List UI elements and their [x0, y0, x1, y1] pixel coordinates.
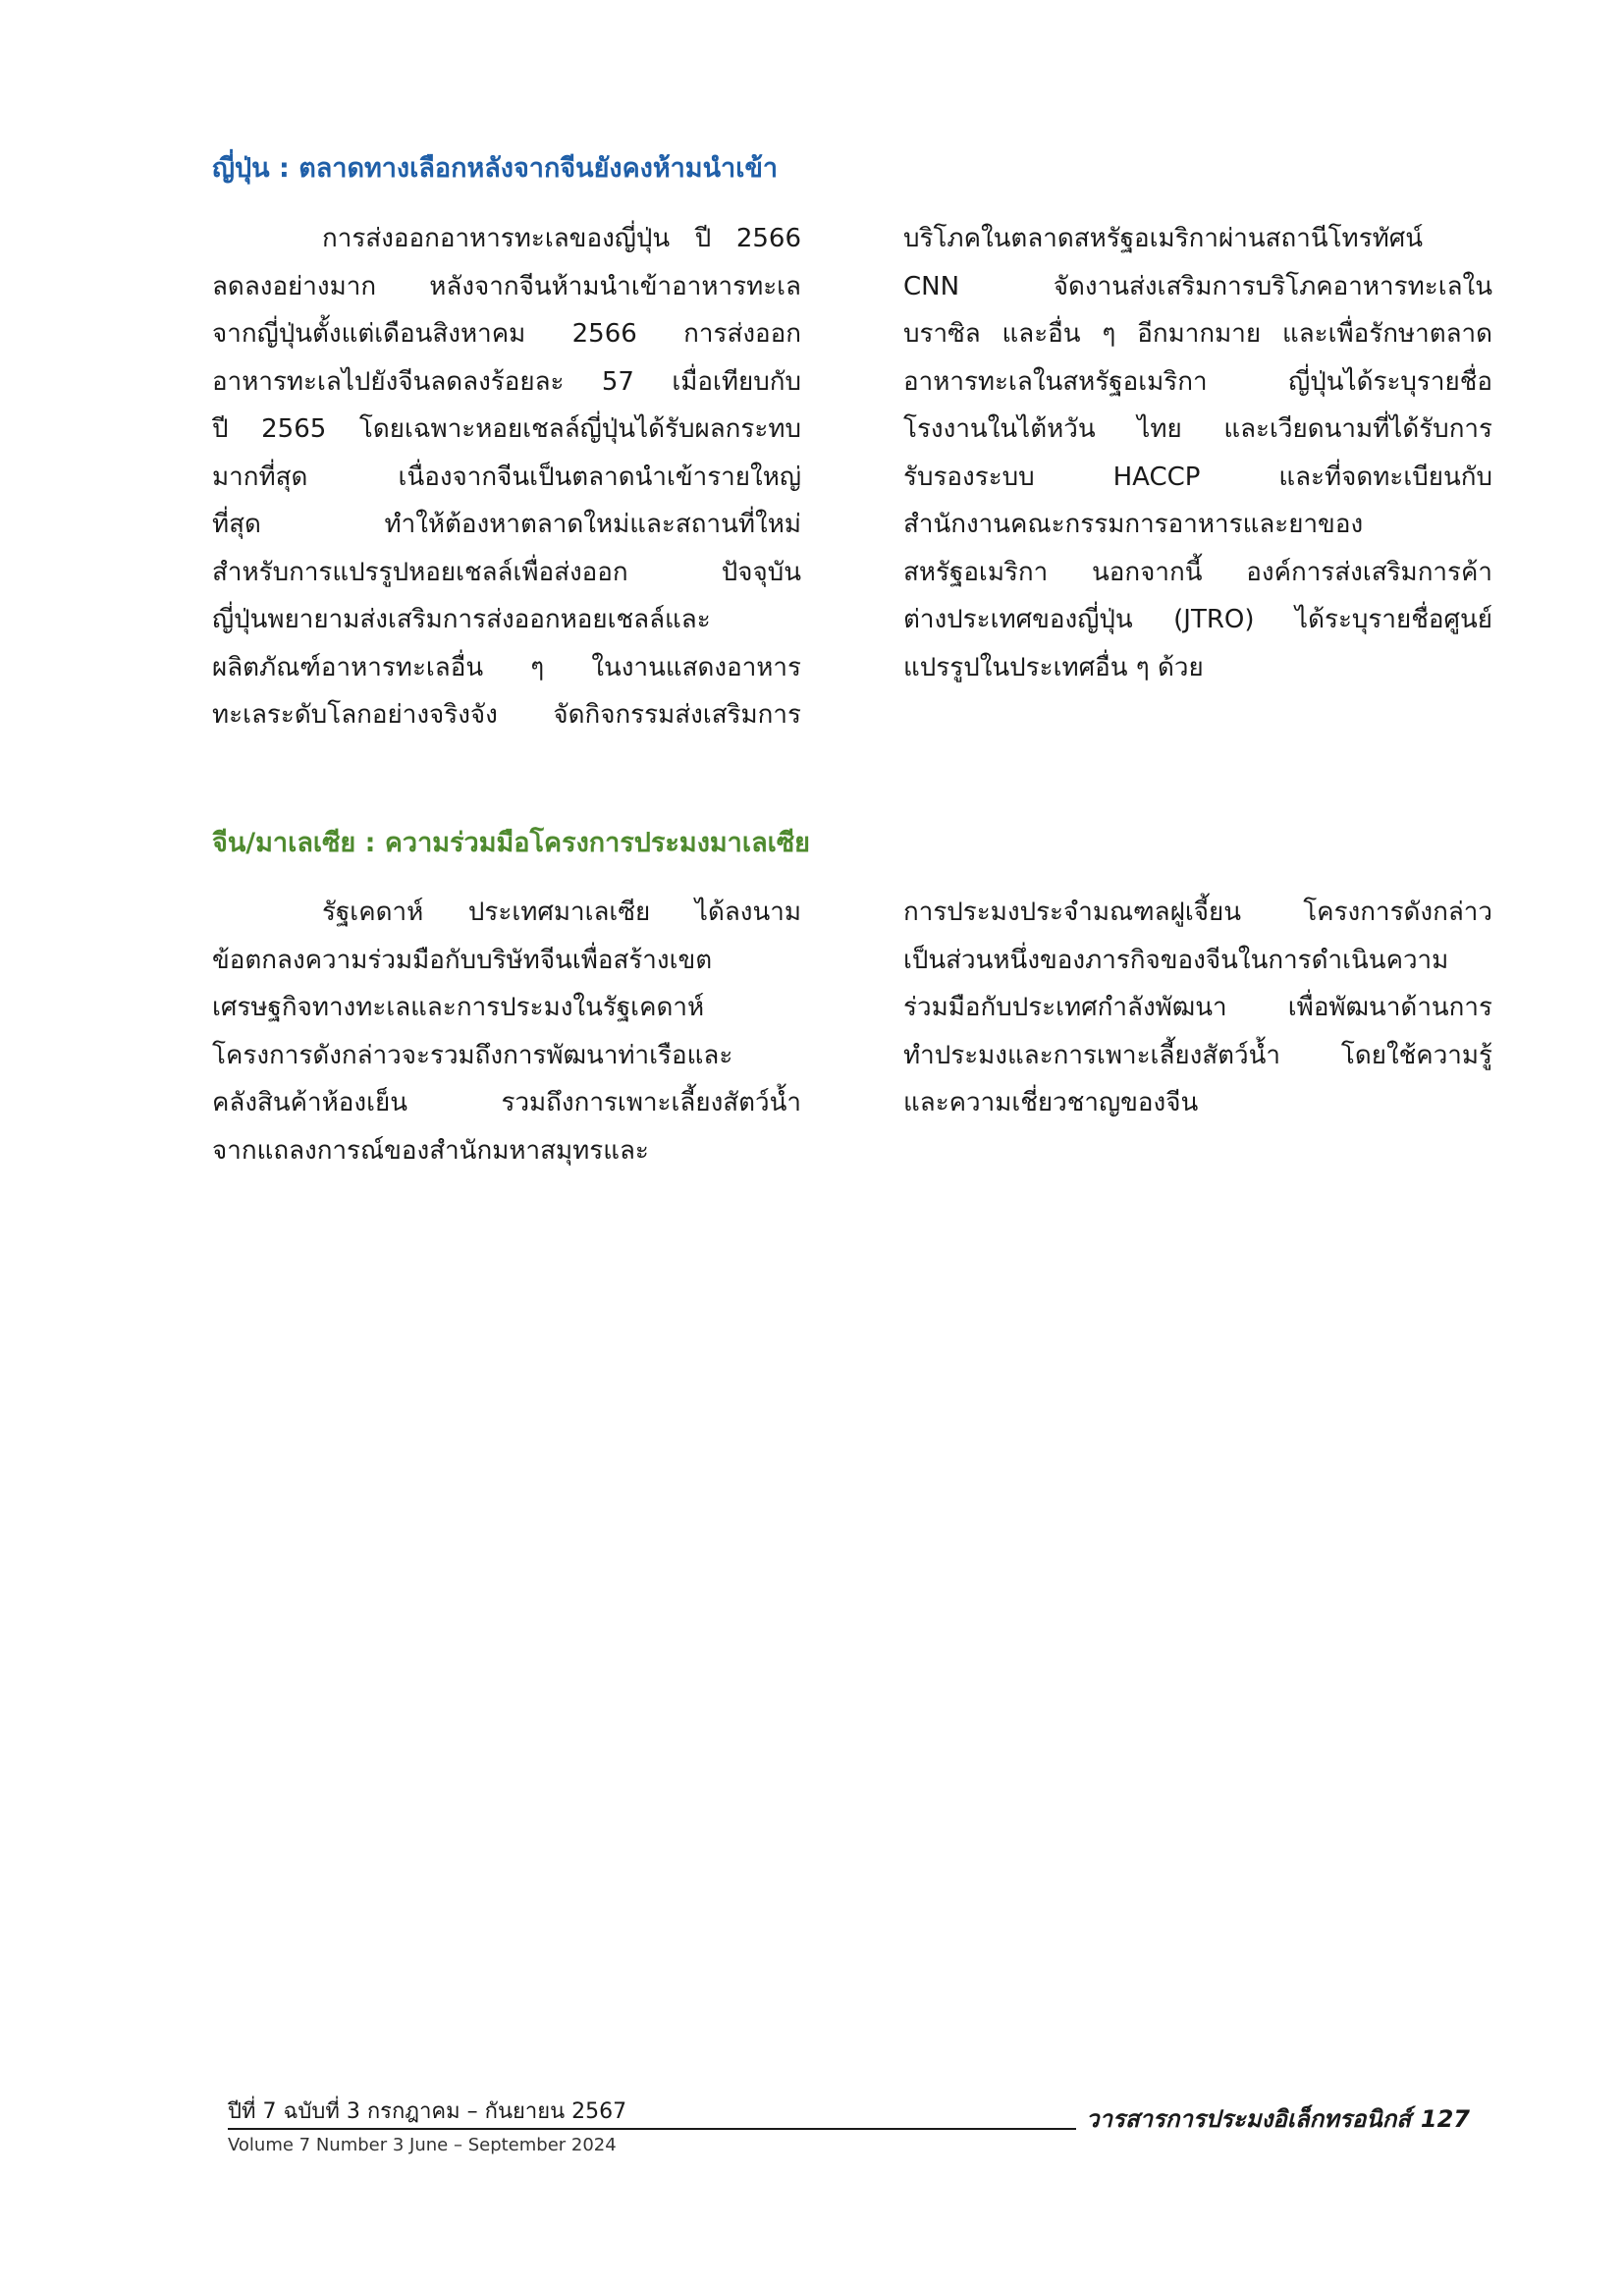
- section1-left-column: [212, 215, 801, 739]
- section-heading-china-malaysia: จีน/มาเลเซีย : ความร่วมมือโครงการประมงมาเลเซีย: [212, 828, 810, 858]
- footer-divider: [228, 2128, 1076, 2130]
- paragraph-line: บริโภคในตลาดสหรัฐอเมริกาผ่านสถานีโทรทัศน์: [903, 224, 1424, 253]
- paragraph-line: การประมงประจำมณฑลฝูเจี้ยน โครงการดังกล่าว: [903, 898, 1492, 927]
- paragraph-line: โครงการดังกล่าวจะรวมถึงการพัฒนาท่าเรือและ: [212, 1040, 733, 1070]
- paragraph-line: CNN จัดงานส่งเสริมการบริโภคอาหารทะเลใน: [903, 271, 1492, 301]
- paragraph-line: มากที่สุด เนื่องจากจีนเป็นตลาดนำเข้ารายใหญ่: [212, 462, 801, 492]
- section2-right-column: [903, 889, 1492, 1127]
- paragraph-line: ทะเลระดับโลกอย่างจริงจัง จัดกิจกรรมส่งเสริมการ: [212, 700, 801, 730]
- footer-issue-thai: ปีที่ 7 ฉบับที่ 3 กรกฎาคม – กันยายน 2567: [228, 2099, 627, 2124]
- section-heading-japan: ญี่ปุ่น : ตลาดทางเลือกหลังจากจีนยังคงห้ามนำเข้า: [212, 153, 779, 184]
- paragraph-line: เศรษฐกิจทางทะเลและการประมงในรัฐเคดาห์: [212, 993, 705, 1022]
- section2-left-column: [212, 889, 801, 1174]
- paragraph-line: จากญี่ปุ่นตั้งแต่เดือนสิงหาคม 2566 การส่งออก: [212, 319, 801, 349]
- paragraph-line: ญี่ปุ่นพยายามส่งเสริมการส่งออกหอยเชลล์และ: [212, 605, 711, 634]
- journal-name: วารสารการประมงอิเล็กทรอนิกส์: [1086, 2105, 1411, 2133]
- paragraph-line: ลดลงอย่างมาก หลังจากจีนห้ามนำเข้าอาหารทะเล: [212, 271, 801, 301]
- paragraph-line: ที่สุด ทำให้ต้องหาตลาดใหม่และสถานที่ใหม่: [212, 510, 801, 539]
- paragraph-line: อาหารทะเลไปยังจีนลดลงร้อยละ 57 เมื่อเทียบกับ: [212, 366, 801, 397]
- paragraph-line: รับรองระบบ HACCP และที่จดทะเบียนกับ: [903, 462, 1492, 492]
- paragraph-line: ร่วมมือกับประเทศกำลังพัฒนา เพื่อพัฒนาด้านการ: [903, 993, 1492, 1022]
- paragraph-line: สำหรับการแปรรูปหอยเชลล์เพื่อส่งออก ปัจจุบัน: [212, 557, 801, 587]
- paragraph-line: โรงงานในไต้หวัน ไทย และเวียดนามที่ได้รับการ: [903, 414, 1492, 444]
- paragraph-line: บราซิล และอื่น ๆ อีกมากมาย และเพื่อรักษาตลาด: [903, 319, 1492, 349]
- paragraph-line: ทำประมงและการเพาะเลี้ยงสัตว์น้ำ โดยใช้ความรู้: [903, 1040, 1492, 1070]
- paragraph-line: สหรัฐอเมริกา นอกจากนี้ องค์การส่งเสริมการค้า: [903, 557, 1492, 587]
- paragraph-line: รัฐเคดาห์ ประเทศมาเลเซีย ได้ลงนาม: [322, 898, 801, 927]
- paragraph-line: ข้อตกลงความร่วมมือกับบริษัทจีนเพื่อสร้างเขต: [212, 945, 713, 975]
- footer-issue-english: Volume 7 Number 3 June – September 2024: [228, 2135, 617, 2155]
- paragraph-line: และความเชี่ยวชาญของจีน: [903, 1088, 1199, 1117]
- footer-journal-title: [1086, 2105, 1470, 2134]
- paragraph-line: การส่งออกอาหารทะเลของญี่ปุ่น ปี 2566: [322, 224, 801, 253]
- paragraph-line: อาหารทะเลในสหรัฐอเมริกา ญี่ปุ่นได้ระบุรายชื่อ: [903, 366, 1492, 397]
- paragraph-line: จากแถลงการณ์ของสำนักมหาสมุทรและ: [212, 1135, 649, 1166]
- paragraph-line: แปรรูปในประเทศอื่น ๆ ด้วย: [903, 652, 1204, 682]
- paragraph-line: เป็นส่วนหนึ่งของภารกิจของจีนในการดำเนินความ: [903, 945, 1449, 975]
- paragraph-line: ปี 2565 โดยเฉพาะหอยเชลล์ญี่ปุ่นได้รับผลกระทบ: [212, 414, 801, 444]
- paragraph-line: สำนักงานคณะกรรมการอาหารและยาของ: [903, 510, 1364, 539]
- section1-right-column: [903, 215, 1492, 691]
- paragraph-line: คลังสินค้าห้องเย็น รวมถึงการเพาะเลี้ยงสัตว์น้ำ: [212, 1088, 801, 1117]
- paragraph-line: ผลิตภัณฑ์อาหารทะเลอื่น ๆ ในงานแสดงอาหาร: [212, 652, 801, 682]
- page-number: 127: [1420, 2105, 1470, 2133]
- paragraph-line: ต่างประเทศของญี่ปุ่น (JTRO) ได้ระบุรายชื่อศูนย์: [903, 605, 1492, 634]
